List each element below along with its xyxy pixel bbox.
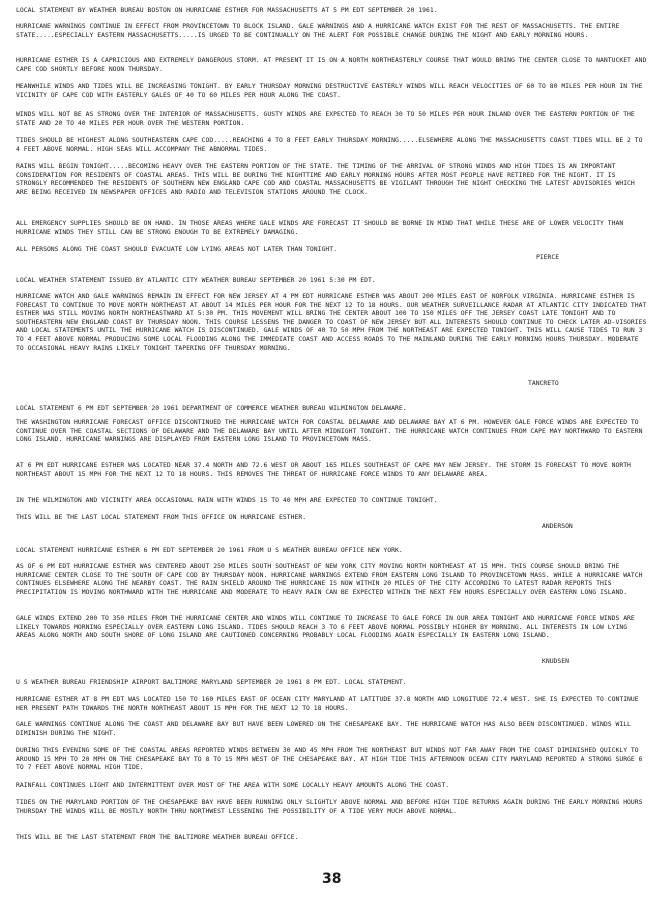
boston-paragraph: MEANWHILE WINDS AND TIDES WILL BE INCREASING TONIGHT. BY EARLY THURSDAY MORNING DESTRUCTIVE EASTERLY WINDS WILL REACH VELOCITIES OF 60 TO 80 MILES PER HOUR IN THE VICINITY OF CAPE COD WITH EASTERLY GALES OF 40 TO 60 MILES PER HOUR ALONG THE COAST.: [16, 82, 643, 99]
boston-paragraph: HURRICANE WARNINGS CONTINUE IN EFFECT FROM PROVINCETOWN TO BLOCK ISLAND. GALE WARNINGS AND A HURRICANE WATCH EXIST FOR THE REST OF MASSACHUSETTS. THE ENTIRE STATE.....ESPECIALLY EASTERN MASSACHUSETTS.....IS URGED TO BE CONTINUALLY ON THE ALERT FOR POSSIBLE CHANGE DURING THE NIGHT AND EARLY MORNING HOURS.: [16, 22, 620, 39]
baltimore-statement-heading: U S WEATHER BUREAU FRIENDSHIP AIRPORT BALTIMORE MARYLAND SEPTEMBER 20 1961 8 PM EDT. LOCAL STATEMENT.: [16, 678, 407, 686]
boston-paragraph: HURRICANE ESTHER IS A CAPRICIOUS AND EXTREMELY DANGEROUS STORM. AT PRESENT IT IS ON A NORTH NORTHEASTERLY COURSE THAT WOULD BRING THE CENTER CLOSE TO NANTUCKET AND CAPE COD SHORTLY BEFORE NOON THURSDAY.: [16, 56, 647, 73]
boston-paragraph: WINDS WILL NOT BE AS STRONG OVER THE INTERIOR OF MASSACHUSETTS. GUSTY WINDS ARE EXPECTED TO REACH 30 TO 50 MILES PER HOUR INLAND OVER THE EASTERN PORTION OF THE STATE AND 20 TO 40 MILES PER HOUR OVER THE WESTERN PORTION.: [16, 110, 635, 127]
baltimore-paragraph: THIS WILL BE THE LAST STATEMENT FROM THE BALTIMORE WEATHER BUREAU OFFICE.: [16, 833, 299, 841]
baltimore-paragraph: GALE WARNINGS CONTINUE ALONG THE COAST AND DELAWARE BAY BUT HAVE BEEN LOWERED ON THE CHESAPEAKE BAY. THE HURRICANE WATCH HAS ALSO BEEN DISCONTINUED. WINDS WILL DIMINISH DURING THE NIGHT.: [16, 720, 631, 737]
wilmington-paragraph: AT 6 PM EDT HURRICANE ESTHER WAS LOCATED NEAR 37.4 NORTH AND 72.6 WEST OR ABOUT 165 MILES SOUTHEAST OF CAPE MAY NEW JERSEY. THE STORM IS FORECAST TO MOVE NORTH NORTHEAST ABOUT 15 MPH FOR THE NEXT 12 TO 18 HOURS. THIS REMOVES THE THREAT OF HURRICANE FORCE WINDS TO ANY DELAWARE AREA.: [16, 461, 631, 478]
boston-paragraph: RAINS WILL BEGIN TONIGHT.....BECOMING HEAVY OVER THE EASTERN PORTION OF THE STATE. THE TIMING OF THE ARRIVAL OF STRONG WINDS AND HIGH TIDES IS AN IMPORTANT CONSIDERATION FOR RESIDENTS OF COASTAL AREAS. THIS WILL BE DURING THE NIGHTTIME AND EARLY MORNING HOURS AFTER MOST PEOPLE HAVE RETIRED FOR THE NIGHT. IT IS STRONGLY RECOMMENDED THE RESIDENTS OF SOUTHERN NEW ENGLAND CAPE COD AND COASTAL MASSACHUSETTS BE VIGILANT THROUGH THE NIGHT CHECKING THE LATEST ADVISORIES WHICH ARE BEING RECEIVED IN NEWSPAPER OFFICES AND RADIO AND TELEVISION STATIONS AROUND THE CLOCK.: [16, 162, 635, 196]
boston-paragraph: TIDES SHOULD BE HIGHEST ALONG SOUTHEASTERN CAPE COD.....REACHING 4 TO 8 FEET EARLY THURSDAY MORNING.....ELSEWHERE ALONG THE MASSACHUSETTS COAST TIDES WILL BE 2 TO 4 FEET ABOVE NORMAL. HIGH SEAS WILL ACCOMPANY THE ABNORMAL TIDES.: [16, 136, 643, 153]
atlantic-city-paragraph: HURRICANE WATCH AND GALE WARNINGS REMAIN IN EFFECT FOR NEW JERSEY AT 4 PM EDT HURRICANE ESTHER WAS ABOUT 200 MILES EAST OF NORFOLK VIRGINIA. HURRICANE ESTHER IS FORECAST TO CONTINUE TO MOVE NORTH NORTHEAST AT ABOUT 14 MILES PER HOUR FOR THE NEXT 12 TO 18 HOURS. OUR WEATHER SURVEILLANCE RADAR AT ATLANTIC CITY INDICATED THAT ESTHER WAS STILL MOVING NORTH NORTHEASTWARD AT 5:30 PM. THIS MOVEMENT WILL BRING THE CENTER ABOUT 100 TO 150 MILES OFF THE JERSEY COAST LATE TONIGHT AND TO SOUTHEASTERN NEW ENGLAND COAST BY THURSDAY NOON. THIS COURSE LESSENS THE DANGER TO COAST OF NEW JERSEY BUT ALL INTERESTS SHOULD CONTINUE TO CHECK LATER AD-VISORIES AND LOCAL STATEMENTS UNTIL THE HURRICANE WATCH IS DISCONTINUED. GALE WINDS OF 40 TO 50 MPH FROM THE NORTHEAST ARE EXPECTED TONIGHT. THIS WILL CAUSE TIDES TO RUN 3 TO 4 FEET ABOVE NORMAL PRODUCING SOME LOCAL FLOODING ALONG THE IMMEDIATE COAST AND ACCESS ROADS TO THE MAINLAND DURING THE EARLY MORNING HOURS THURSDAY. MODERATE TO OCCASIONAL HEAVY RAINS LIKELY TONIGHT TAPERING OFF THURSDAY MORNING.: [16, 292, 647, 352]
new-york-statement-heading: LOCAL STATEMENT HURRICANE ESTHER 6 PM EDT SEPTEMBER 20 1961 FROM U S WEATHER BUREAU OFFICE NEW YORK.: [16, 546, 403, 554]
wilmington-paragraph: IN THE WILMINGTON AND VICINITY AREA OCCASIONAL RAIN WITH WINDS 15 TO 40 MPH ARE EXPECTED TO CONTINUE TONIGHT.: [16, 496, 438, 504]
new-york-paragraph: AS OF 6 PM EDT HURRICANE ESTHER WAS CENTERED ABOUT 250 MILES SOUTH SOUTHEAST OF NEW YORK CITY MOVING NORTH NORTHEAST AT 15 MPH. THIS COURSE SHOULD BRING THE HURRICANE CENTER CLOSE TO THE SOUTH OF CAPE COD BY THURSDAY NOON. HURRICANE WARNINGS EXTEND FROM EASTERN LONG ISLAND TO PROVINCETOWN MASS. WHILE A HURRICANE WATCH CONTINUES ELSEWHERE ALONG THE NEARBY COAST. THE RAIN SHIELD AROUND THE HURRICANE IS NOW WITHIN 20 MILES OF THE CITY ACCORDING TO LATEST RADAR REPORTS THIS PRECIPITATION IS MOVING NORTHWARD WITH THE HURRICANE AND MODERATE TO HEAVY RAIN CAN BE EXPECTED WITHIN THE NEXT FEW HOURS ESPECIALLY OVER EASTERN LONG ISLAND.: [16, 562, 643, 596]
wilmington-paragraph: THE WASHINGTON HURRICANE FORECAST OFFICE DISCONTINUED THE HURRICANE WATCH FOR COASTAL DELAWARE AND DELAWARE BAY AT 6 PM. HOWEVER GALE FORCE WINDS ARE EXPECTED TO CONTINUE OVER THE COASTAL SECTIONS OF DELAWARE AND THE DELAWARE BAY UNTIL AFTER MIDNIGHT TONIGHT. THE HURRICANE WATCH CONTINUES FROM CAPE MAY NORTHWARD TO EASTERN LONG ISLAND. HURRICANE WARNINGS ARE DISPLAYED FROM EASTERN LONG ISLAND TO PROVINCETOWN MASS.: [16, 418, 643, 444]
wilmington-statement-heading: LOCAL STATEMENT 6 PM EDT SEPTEMBER 20 1961 DEPARTMENT OF COMMERCE WEATHER BUREAU WILMINGTON DELAWARE.: [16, 404, 407, 412]
baltimore-paragraph: RAINFALL CONTINUES LIGHT AND INTERMITTENT OVER MOST OF THE AREA WITH SOME LOCALLY HEAVY AMOUNTS ALONG THE COAST.: [16, 781, 450, 789]
baltimore-paragraph: DURING THIS EVENING SOME OF THE COASTAL AREAS REPORTED WINDS BETWEEN 30 AND 45 MPH FROM THE NORTHEAST BUT WINDS NOT FAR AWAY FROM THE COAST DIMINISHED QUICKLY TO AROUND 15 MPH TO 20 MPH ON THE CHESAPEAKE BAY TO 8 TO 15 MPH WEST OF THE CHESAPEAKE BAY. AT HIGH TIDE THIS AFTERNOON OCEAN CITY MARYLAND REPORTED A STRONG SURGE 6 TO 7 FEET ABOVE NORMAL HIGH TIDE.: [16, 746, 643, 772]
new-york-paragraph: GALE WINDS EXTEND 200 TO 350 MILES FROM THE HURRICANE CENTER AND WINDS WILL CONTINUE TO INCREASE TO GALE FORCE IN OUR AREA TONIGHT AND HURRICANE FORCE WINDS ARE LIKELY TOWARDS MORNING ESPECIALLY OVER EASTERN LONG ISLAND. TIDES SHOULD REACH 3 TO 6 FEET ABOVE NORMAL POSSIBLY HIGHER BY MORNING. ALL INTERESTS IN LOW LYING AREAS ALONG NORTH AND SOUTH SHORE OF LONG ISLAND ARE CAUTIONED CONCERNING PROBABLY LOCAL FLOODING AGAIN ESPECIALLY IN EASTERN LONG ISLAND.: [16, 614, 635, 640]
signature-knudsen: KNUDSEN: [542, 657, 569, 665]
boston-paragraph: ALL EMERGENCY SUPPLIES SHOULD BE ON HAND. IN THOSE AREAS WHERE GALE WINDS ARE FORECAST IT SHOULD BE BORNE IN MIND THAT WHILE THESE ARE OF LOWER VELOCITY THAN HURRICANE WINDS THEY STILL CAN BE STRONG ENOUGH TO BE EXTREMELY DAMAGING.: [16, 219, 624, 236]
atlantic-city-statement-heading: LOCAL WEATHER STATEMENT ISSUED BY ATLANTIC CITY WEATHER BUREAU SEPTEMBER 20 1961 5:30 PM EDT.: [16, 276, 376, 284]
boston-statement-heading: LOCAL STATEMENT BY WEATHER BUREAU BOSTON ON HURRICANE ESTHER FOR MASSACHUSETTS AT 5 PM EDT SEPTEMBER 20 1961.: [16, 6, 438, 14]
signature-anderson: ANDERSON: [542, 522, 573, 530]
baltimore-paragraph: HURRICANE ESTHER AT 8 PM EDT WAS LOCATED 150 TO 160 MILES EAST OF OCEAN CITY MARYLAND AT LATITUDE 37.8 NORTH AND LONGITUDE 72.4 WEST. SHE IS EXPECTED TO CONTINUE HER PRESENT PATH TOWARDS THE NORTH NORTHEAST ABOUT 15 MPH FOR THE NEXT 12 TO 18 HOURS.: [16, 695, 639, 712]
page-number: 38: [322, 871, 342, 887]
signature-pierce: PIERCE: [536, 253, 560, 261]
signature-tancreto: TANCRETO: [528, 379, 559, 387]
wilmington-paragraph: THIS WILL BE THE LAST LOCAL STATEMENT FROM THIS OFFICE ON HURRICANE ESTHER.: [16, 513, 307, 521]
boston-paragraph: ALL PERSONS ALONG THE COAST SHOULD EVACUATE LOW LYING AREAS NOT LATER THAN TONIGHT.: [16, 245, 338, 253]
baltimore-paragraph: TIDES ON THE MARYLAND PORTION OF THE CHESAPEAKE BAY HAVE BEEN RUNNING ONLY SLIGHTLY ABOVE NORMAL AND BEFORE HIGH TIDE RETURNS AGAIN DURING THE EARLY MORNING HOURS THURSDAY THE WINDS WILL BE MOSTLY NORTH THRU NORTHWEST LESSENING THE POSSIBILITY OF A TIDE VERY MUCH ABOVE NORMAL.: [16, 798, 643, 815]
